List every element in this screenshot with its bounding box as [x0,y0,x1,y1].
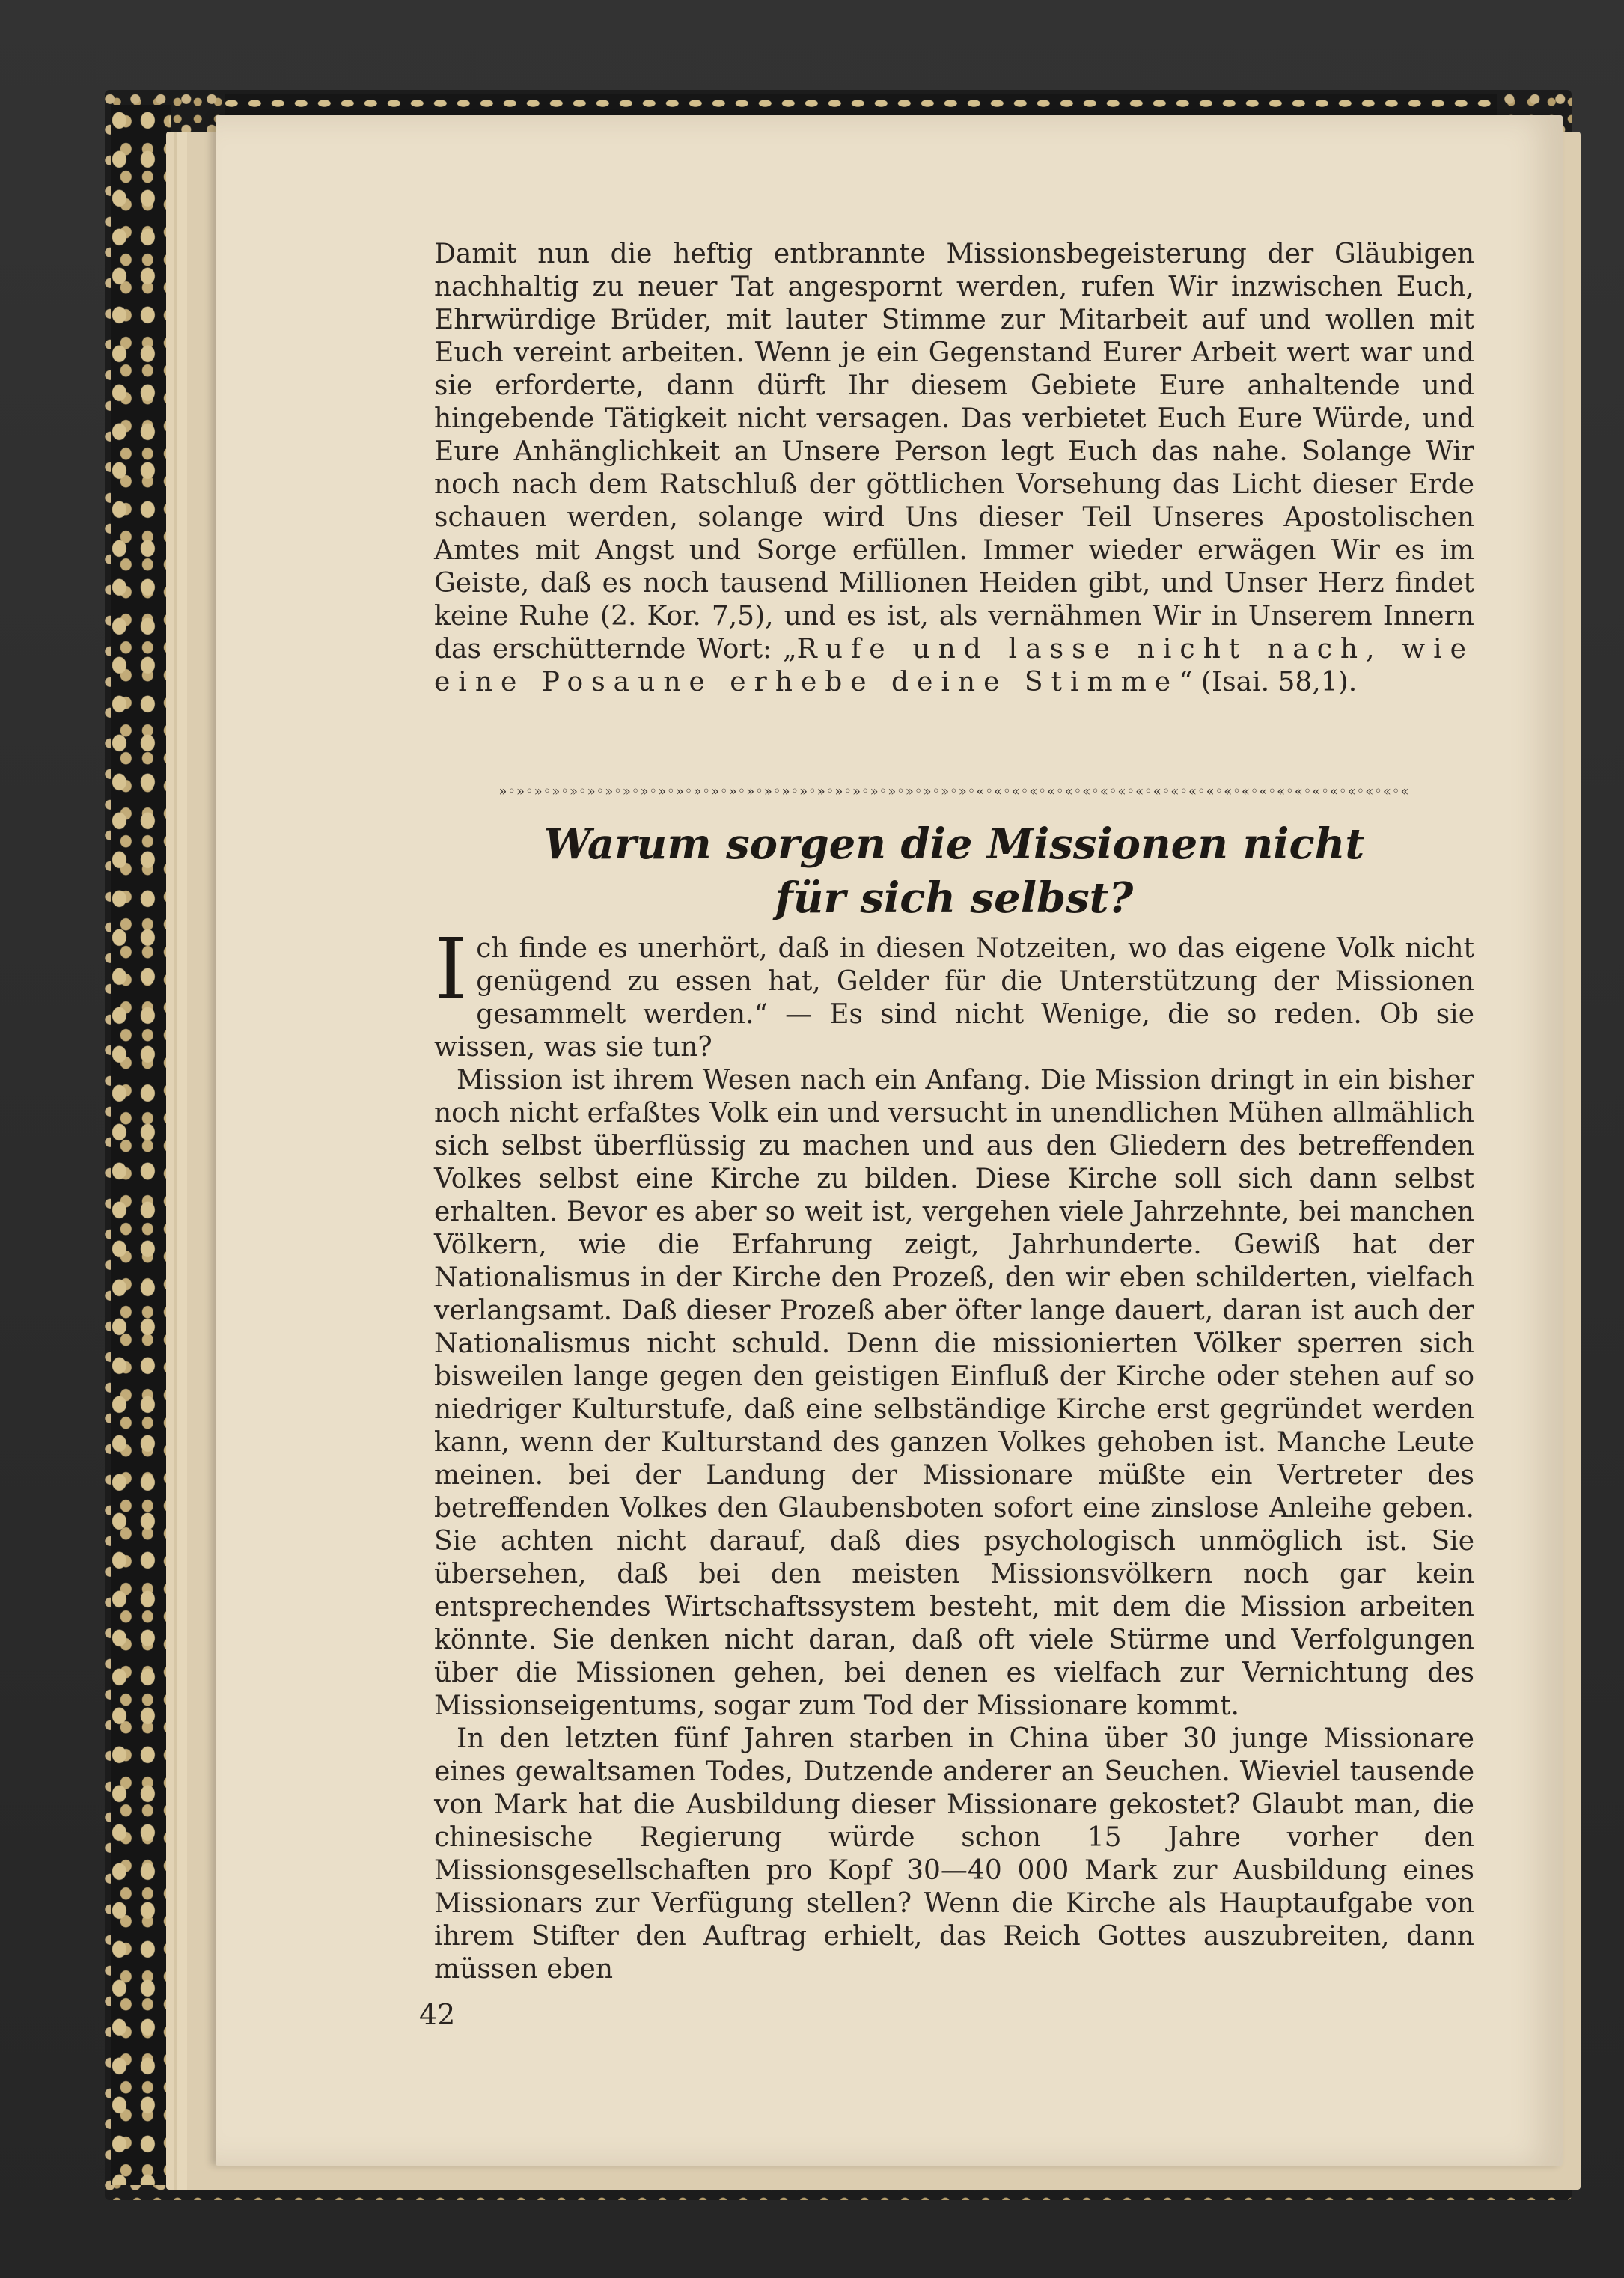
page-number: 42 [419,1998,456,2031]
paragraph-1-text: ch finde es unerhört, daß in diesen Notzeiten, wo das eigene Volk nicht genügend zu essen hat, Gelder für die Unterstützung der Missionen gesammelt werden.“ — Es sind nicht Wenige, die so reden. Ob sie wissen, was sie tun? [434,933,1474,1063]
section-headline [464,817,1444,925]
article-body [434,921,1474,1986]
paragraph-3: In den letzten fünf Jahren starben in China über 30 junge Missionare eines gewaltsamen Todes, Dutzende anderer an Seuchen. Wieviel tausende von Mark hat die Ausbildung dieser Missionare gekostet? Glaubt man, die chinesische Regierung würde schon 15 Jahre vorher den Missionsgesellschaften pro Kopf 30—40 000 Mark zur Ausbildung eines Missionars zur Verfügung stellen? Wenn die Kirche als Hauptaufgabe von ihrem Stifter den Auftrag erhielt, das Reich Gottes auszubreiten, dann müssen eben [434,1723,1474,1985]
marbled-cover-edge [111,105,171,2185]
intro-paragraph [434,238,1474,699]
intro-citation: “ (Isai. 58,1). [1179,667,1358,697]
drop-cap: I [434,921,468,1019]
ornamental-divider: »◦»◦»◦»◦»◦»◦»◦»◦»◦»◦»◦»◦»◦»◦»◦»◦»◦»◦»◦»◦»◦»◦»◦»◦»◦»◦»◦«◦«◦«◦«◦«◦«◦«◦«◦«◦«◦«◦«◦«◦«◦«◦«◦«◦«◦«◦«◦«◦«◦«◦«◦« [498,784,1410,799]
paragraph-2: Mission ist ihrem Wesen nach ein Anfang. Die Mission dringt in ein bisher noch nicht erfaßtes Volk ein und versucht in unendlichen Mühen allmählich sich selbst überflüssig zu machen und aus den Gliedern des betreffenden Volkes selbst eine Kirche zu bilden. Diese Kirche soll sich dann selbst erhalten. Bevor es aber so weit ist, vergehen viele Jahrzehnte, bei manchen Völkern, wie die Erfahrung zeigt, Jahrhunderte. Gewiß hat der Nationalismus in der Kirche den Prozeß, den wir eben schilderten, vielfach verlangsamt. Daß dieser Prozeß aber öfter lange dauert, daran ist auch der Nationalismus nicht schuld. Denn die missionierten Völker sperren sich bisweilen lange gegen den geistigen Einfluß der Kirche oder stehen auf so niedriger Kulturstufe, daß eine selbständige Kirche erst gegründet werden kann, wenn der Kulturstand des ganzen Volkes gehoben ist. Manche Leute meinen. bei der Landung der Missionare müßte ein Vertreter des betreffenden Volkes den Glaubensboten sofort eine zinslose Anleihe geben. Sie achten nicht darauf, daß dies psychologisch unmöglich ist. Sie übersehen, daß bei den meisten Missionsvölkern noch gar kein entsprechendes Wirtschaftssystem besteht, mit dem die Mission arbeiten könnte. Sie denken nicht daran, daß oft viele Stürme und Verfolgungen über die Missionen gehen, bei denen es vielfach zur Vernichtung des Missionseigentums, sogar zum Tod der Missionare kommt. [434,1065,1474,1721]
intro-paragraph-text: Damit nun die heftig entbrannte Missionsbegeisterung der Gläubigen nachhaltig zu neuer Tat angespornt werden, rufen Wir inzwischen Euch, Ehrwürdige Brüder, mit lauter Stimme zur Mitarbeit auf und wollen mit Euch vereint arbeiten. Wenn je ein Gegenstand Eurer Arbeit wert war und sie erforderte, dann dürft Ihr diesem Gebiete Eure anhaltende und hingebende Tätigkeit nicht versagen. Das verbietet Euch Eure Würde, und Eure Anhänglichkeit an Unsere Person legt Euch das nahe. Solange Wir noch nach dem Ratschluß der göttlichen Vorsehung das Licht dieser Erde schauen werden, solange wird Uns dieser Teil Unseres Apostolischen Amtes mit Angst und Sorge erfüllen. Immer wieder erwägen Wir es im Geiste, daß es noch tausend Millionen Heiden gibt, und Unser Herz findet keine Ruhe (2. Kor. 7,5), und es ist, als vernähmen Wir in Unserem Innern das erschütternde Wort: „ [434,239,1474,665]
headline-line-1: Warum sorgen die Missionen nicht [543,819,1365,869]
intro-paragraph-block [434,238,1474,699]
paragraph-1 [434,921,1474,1064]
headline-line-2: für sich selbst? [775,873,1134,923]
intro-quote-spaced: Rufe und lasse nicht nach, wie eine Posaune erhebe deine Stimme [434,634,1474,697]
